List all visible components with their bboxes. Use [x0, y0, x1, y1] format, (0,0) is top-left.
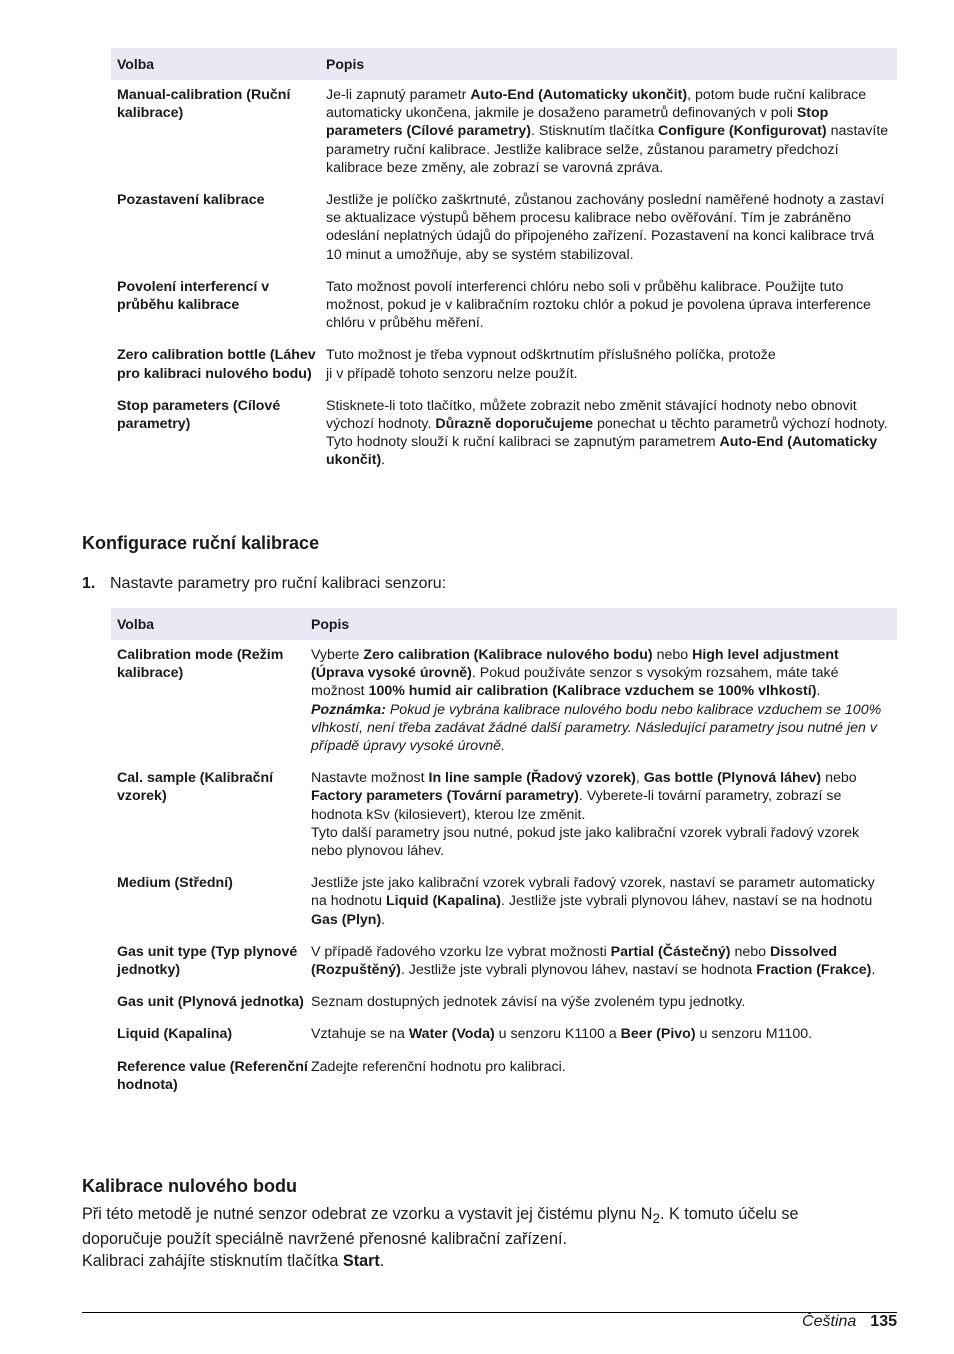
step-number: 1. — [82, 575, 96, 592]
option-name: Reference value (Referenční hodnota) — [117, 1058, 308, 1093]
option-description: Tuto možnost je třeba vypnout odškrtnutím příslušného políčka, protože ji v případě tohoto senzoru nelze použít. — [326, 347, 776, 382]
option-name: Calibration mode (Režim kalibrace) — [117, 647, 284, 682]
option-description: Tato možnost povolí interferenci chlóru nebo soli v průběhu kalibrace. Použijte tuto možnost, pokud je v kalibračním roztoku chlór a pokud je povolena úprava interference chlóru v průběhu měření. — [326, 278, 871, 332]
option-name: Pozastavení kalibrace — [117, 192, 265, 209]
table-row — [111, 80, 897, 185]
option-name: Zero calibration bottle (Láhev pro kalibraci nulového bodu) — [117, 347, 316, 382]
option-name: Manual-calibration (Ruční kalibrace) — [117, 87, 291, 122]
section-title-zero-calibration: Kalibrace nulového bodu — [82, 1176, 298, 1196]
page-number: 135 — [870, 1313, 897, 1330]
table-row — [111, 763, 897, 868]
table-row — [111, 640, 897, 763]
option-description: Seznam dostupných jednotek závisí na výše zvoleném typu jednotky. — [311, 994, 746, 1011]
table-row — [111, 185, 897, 272]
header-description: Popis — [326, 56, 365, 72]
table-header — [111, 48, 897, 80]
option-description: V případě řadového vzorku lze vybrat možnosti Partial (Částečný) nebo Dissolved (Rozpuštěný). Jestliže jste vybrali plynovou láhev, nastaví se hodnota Fraction (Frakce). — [311, 943, 876, 979]
zero-calibration-paragraph: Při této metodě je nutné senzor odebrat ze vzorku a vystavit jej čistému plynu $N_2$. K tomuto účelu se doporučuje použít speciálně navržené přenosné kalibrační zařízení. — [82, 1205, 799, 1249]
start-instruction: Kalibraci zahájíte stisknutím tlačítka Start. — [82, 1252, 385, 1270]
option-description: Zadejte referenční hodnotu pro kalibraci. — [311, 1058, 566, 1075]
option-description: Nastavte možnost In line sample (Řadový vzorek), Gas bottle (Plynová láhev) nebo Factory parameters (Tovární parametry). Vyberete-li tovární parametry, zobrazí se hodnota kSv (kilosievert), kterou lze změnit. Tyto další parametry jsou nutné, pokud jste jako kalibrační vzorek vybrali řadový vzorek nebo plynovou láhev. — [311, 770, 860, 860]
table-row — [111, 1052, 897, 1102]
option-name: Cal. sample (Kalibrační vzorek) — [117, 770, 274, 805]
option-name: Gas unit type (Typ plynové jednotky) — [117, 943, 298, 979]
step-text: Nastavte parametry pro ruční kalibraci senzoru: — [110, 575, 447, 592]
option-description: Jestliže je políčko zaškrtnuté, zůstanou zachovány poslední naměřené hodnoty a zastaví se aktualizace výstupů během procesu kalibrace nebo ověřování. Tím je zabráněno odeslání neplatných údajů do připojeného zařízení. Pozastavení na konci kalibrace trvá 10 minut a umožňuje, aby se systém stabilizoval. — [326, 192, 885, 263]
header-option: Volba — [117, 56, 155, 72]
option-name: Gas unit (Plynová jednotka) — [117, 994, 304, 1011]
table-row — [111, 272, 897, 341]
options-table-1 — [111, 48, 897, 478]
option-name: Povolení interferencí v průběhu kalibrace — [117, 278, 270, 314]
table-header — [111, 608, 897, 640]
header-description: Popis — [311, 616, 350, 632]
option-description: Stisknete-li toto tlačítko, můžete zobrazit nebo změnit stávající hodnoty nebo obnovit výchozí hodnoty. Důrazně doporučujeme ponechat u těchto parametrů výchozí hodnoty. Tyto hodnoty slouží k ruční kalibraci se zapnutým parametrem Auto-End (Automaticky ukončit). — [326, 397, 888, 469]
footer-divider — [82, 1312, 897, 1313]
header-option: Volba — [117, 616, 155, 632]
option-description: Vztahuje se na Water (Voda) u senzoru K1100 a Beer (Pivo) u senzoru M1100. — [311, 1026, 813, 1043]
option-description: Vyberte Zero calibration (Kalibrace nulového bodu) nebo High level adjustment (Úprava vysoké úrovně). Pokud používáte senzor s vysokým rozsahem, máte také možnost 100% humid air calibration (Kalibrace vzduchem se 100% vlhkostí). Poznámka: Pokud je vybrána kalibrace nulového bodu nebo kalibrace vzduchem se 100% vlhkostí, není třeba zadávat žádné další parametry. Následující parametry jsou nutné jen v případě úpravy vysoké úrovně. — [311, 647, 882, 755]
options-table-2 — [111, 608, 897, 1102]
table-row — [111, 1019, 897, 1051]
page-footer — [802, 1313, 897, 1331]
option-description: Jestliže jste jako kalibrační vzorek vybrali řadový vzorek, nastaví se parametr automaticky na hodnotu Liquid (Kapalina). Jestliže jste vybrali plynovou láhev, nastaví se na hodnotu Gas (Plyn). — [311, 875, 875, 928]
option-name: Stop parameters (Cílové parametry) — [117, 397, 281, 433]
table-row — [111, 937, 897, 987]
table-row — [111, 391, 897, 478]
option-name: Medium (Střední) — [117, 875, 233, 892]
table-row — [111, 868, 897, 937]
option-description: Je-li zapnutý parametr Auto-End (Automaticky ukončit), potom bude ruční kalibrace automaticky ukončena, jakmile je dosaženo parametrů definovaných v poli Stop parameters (Cílové parametry). Stisknutím tlačítka Configure (Konfigurovat) nastavíte parametry ruční kalibrace. Jestliže kalibrace selže, zůstanou parametry předchozí kalibrace beze změny, ale zobrazí se varovná zpráva. — [326, 87, 889, 176]
section-title-manual-calibration: Konfigurace ruční kalibrace — [82, 533, 320, 553]
step-1 — [82, 575, 446, 593]
table-row — [111, 987, 897, 1019]
table-row — [111, 340, 897, 390]
option-name: Liquid (Kapalina) — [117, 1026, 233, 1043]
footer-language: Čeština — [802, 1313, 857, 1330]
